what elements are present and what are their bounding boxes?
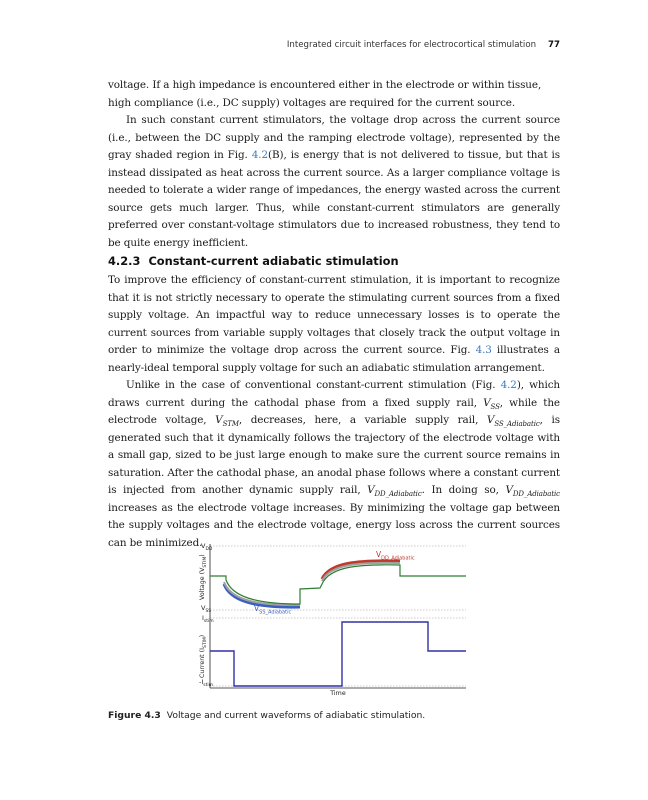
section-body xyxy=(108,272,560,552)
voltage-axis-title: Voltage $(V_{STIM})$ xyxy=(199,554,208,600)
istim-top-label: $I_{stim}$ xyxy=(202,614,214,624)
running-head xyxy=(108,40,560,50)
paragraph-adiabatic: Unlike in the case of conventional constant-current stimulation (Fig. 4.2), which draws current during the cathodal phase from a fixed supply rail, $V_{SS}$, while the electrode voltage, $V_{STM}$, decreases, here, a variable supply rail, $V_{SS\_Adiabatic}$, is generated such that it dynamically follows the trajectory of the electrode voltage with a small gap, sized to be just large enough to make sure the current source remains in saturation. After the cathodal phase, an anodal phase follows where a constant current is injected from another dynamic supply rail, $V_{DD\_Adiabatic}$. In doing so, $V_{DD\_Adiabatic}$ increases as the electrode voltage increases. By minimizing the voltage gap between the supply voltages and the electrode voltage, energy loss across the current sources can be minimized. xyxy=(108,379,561,549)
figure-caption xyxy=(108,710,425,721)
running-head-title: Integrated circuit interfaces for electrocortical stimulation xyxy=(286,40,537,50)
section-number: 4.2.3 xyxy=(108,254,141,268)
vss-label: $V_{SS}$ xyxy=(201,604,212,614)
figure-4-3 xyxy=(190,538,476,698)
section-heading xyxy=(108,254,399,268)
figure-caption-text: Voltage and current waveforms of adiabatic stimulation. xyxy=(166,710,426,721)
stimulation-current-curve xyxy=(210,622,466,686)
figure-caption-label: Figure 4.3 xyxy=(108,710,161,721)
time-axis-title: Time xyxy=(330,690,346,697)
current-axis-title: Current $(I_{STIM})$ xyxy=(199,634,208,678)
paragraph-intro xyxy=(108,77,560,252)
paragraph-efficiency: To improve the efficiency of constant-current stimulation, it is important to recognize that it is not strictly necessary to operate the stimulating current sources from a fixed supply voltage. An impactful way to reduce unnecessary losses is to operate the current sources from variable supply voltages that closely track the output voltage in order to minimize the voltage drop across the current source. Fig. 4.3 illustrates a nearly-ideal temporal supply voltage for such an adiabatic stimulation arrangement. xyxy=(108,274,560,374)
page-number: 77 xyxy=(548,40,560,50)
vss-adiabatic-label: $V_{SS\_Adiabatic}$ xyxy=(254,604,292,616)
istim-bot-label: $-I_{stim}$ xyxy=(199,678,214,688)
vdd-label: $V_{DD}$ xyxy=(201,542,213,552)
intro-line-2: high compliance (i.e., DC supply) voltages are required for the current source. xyxy=(108,96,516,109)
intro-line-1: voltage. If a high impedance is encountered either in the electrode or within tissue, xyxy=(108,79,542,91)
section-title: Constant-current adiabatic stimulation xyxy=(148,254,399,268)
vdd-adiabatic-label: $V_{DD\_Adiabatic}$ xyxy=(376,550,415,562)
electrode-voltage-curve xyxy=(210,565,466,604)
paragraph-constant-current: In such constant current stimulators, the voltage drop across the current source (i.e., between the DC supply and the ramping electrode voltage), represented by the gray shaded region in Fig. 4.2(B), is energy that is not delivered to tissue, but that is instead dissipated as heat across the current source. As a larger compliance voltage is needed to tolerate a wider range of impedances, the energy wasted across the current source gets much larger. Thus, while constant-current stimulators are generally preferred over constant-voltage stimulators due to increased robustness, they tend to be quite energy inefficient. xyxy=(108,114,561,249)
